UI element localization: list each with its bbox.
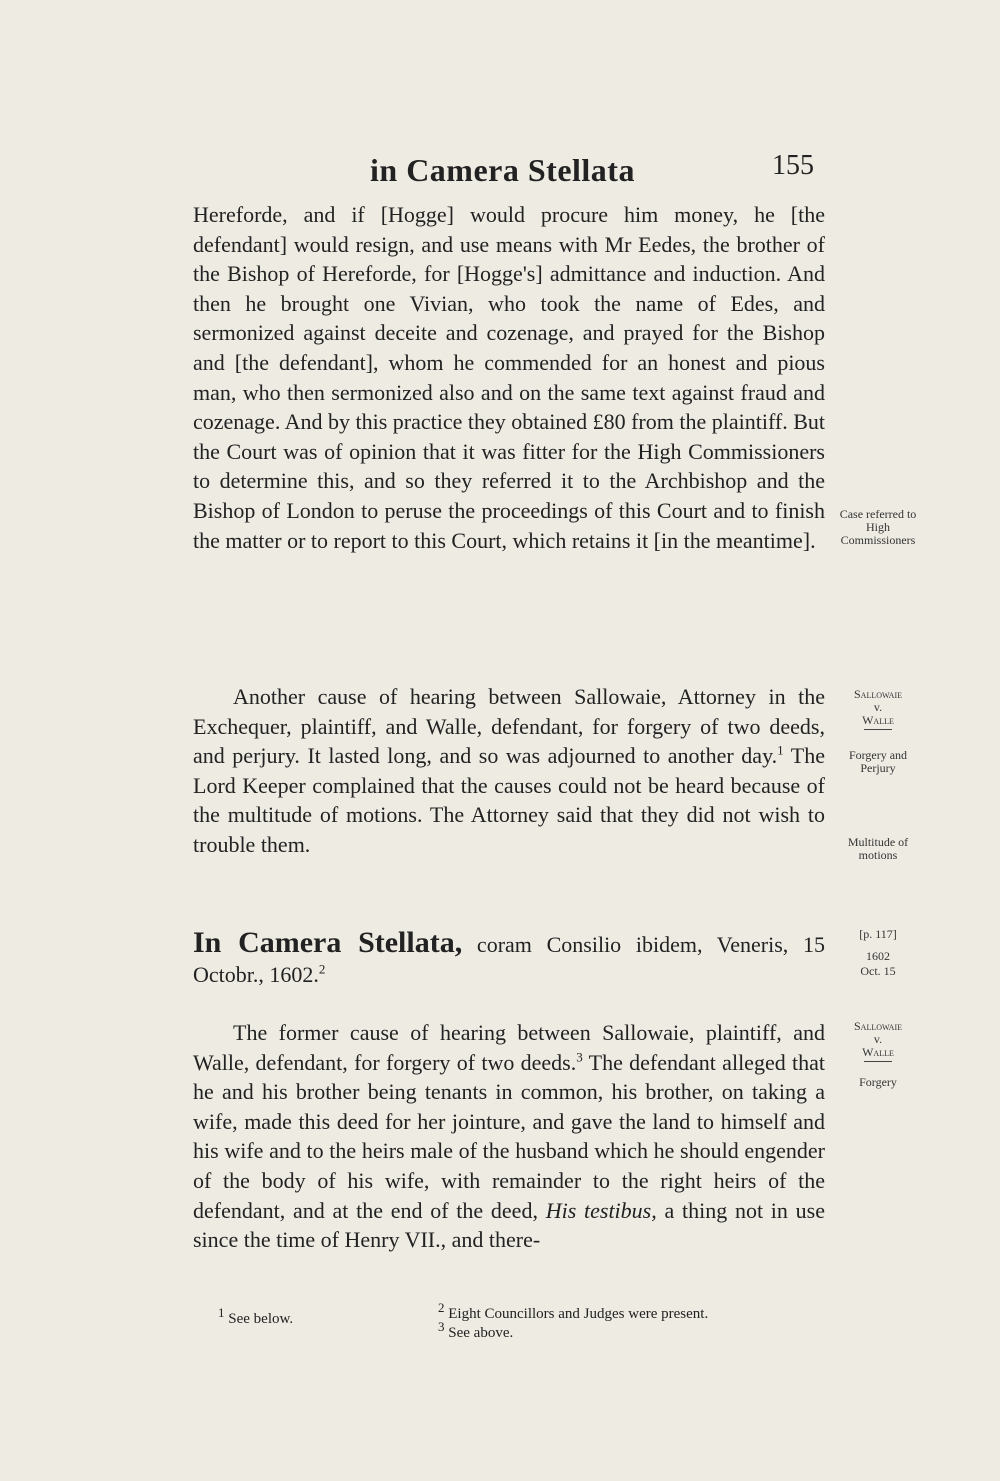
margin-note-year: 1602	[866, 949, 890, 963]
paragraph-2-text: Another cause of hearing between Sallowaie, Attorney in the Exchequer, plaintiff, and Walle, defendant, for forgery of two deeds, and perjury. It lasted long, and so was adjourned to another day.	[193, 684, 825, 769]
paragraph-3-italic: His testibus,	[545, 1197, 657, 1223]
heading-gothic: In Camera Stellata,	[193, 926, 463, 959]
footnote-2-text: Eight Councillors and Judges were present.	[448, 1306, 709, 1322]
margin-note-forgery: Forgery	[859, 1075, 897, 1089]
margin-plaintiff-1: Sallowaie	[854, 687, 902, 701]
margin-note-case-referred: Case referred to High Commissioners	[839, 507, 917, 547]
margin-note-case-title-1	[838, 688, 918, 732]
heading-rest: coram Consilio ibidem, Veneris, 15 Octobr., 1602.	[193, 932, 825, 987]
footnote-ref-3: 3	[576, 1049, 583, 1065]
footnote-1	[218, 1305, 294, 1328]
footnote-3	[438, 1319, 514, 1342]
running-title: in Camera Stellata	[370, 152, 635, 188]
margin-defendant-1: Walle	[862, 713, 894, 727]
margin-versus-2: v.	[873, 1032, 883, 1046]
margin-rule-2	[864, 1061, 892, 1062]
page-number: 155	[772, 150, 814, 181]
footnote-1-text: See below.	[228, 1311, 294, 1327]
paragraph-3	[193, 1018, 825, 1255]
footnote-3-text: See above.	[448, 1325, 514, 1341]
margin-rule-1	[864, 729, 892, 730]
margin-note-page-ref: [p. 117]	[859, 927, 897, 941]
paragraph-1: Hereforde, and if [Hogge] would procure him money, he [the defendant] would resign, and use means with Mr Eedes, the brother of the Bishop of Hereforde, for [Hogge's] admittance and induction. And then he brought one Vivian, who took the name of Edes, and sermonized against deceite and cozenage, and prayed for the Bishop and [the defendant], whom he commended for an honest and pious man, who then sermonized also and on the same text against fraud and cozenage. And by this practice they obtained £80 from the plaintiff. But the Court was of opinion that it was fitter for the High Commissioners to determine this, and so they referred it to the Archbishop and the Bishop of London to peruse the proceedings of this Court and to finish the matter or to report to this Court, which retains it [in the meantime].	[193, 202, 825, 553]
margin-note-multitude: Multitude of motions	[847, 835, 909, 862]
footnote-2	[438, 1300, 709, 1323]
paragraph-3-text: The former cause of hearing between Sallowaie, plaintiff, and Walle, defendant, for forgery of two deeds.	[193, 1020, 825, 1075]
footnote-3-mark: 3	[438, 1319, 445, 1334]
margin-note-date: Oct. 15	[860, 964, 896, 978]
session-heading	[193, 928, 825, 990]
footnote-2-mark: 2	[438, 1300, 445, 1315]
paragraph-3-text-b: The defendant alleged that he and his brother being tenants in common, his brother, on taking a wife, made this deed for her jointure, and gave the land to himself and his wife and to the heirs male of the husband which he should engender of the body of his wife, with remainder to the right heirs of the defendant, and at the end of the deed,	[193, 1049, 825, 1223]
footnote-1-mark: 1	[218, 1305, 225, 1320]
margin-note-case-title-2	[838, 1020, 918, 1064]
footnote-ref-2: 2	[318, 961, 326, 977]
footnote-ref-1: 1	[777, 742, 784, 758]
paragraph-3-text-c: a thing not in use since the time of Henry VII., and there-	[193, 1197, 825, 1253]
margin-versus-1: v.	[873, 700, 883, 714]
paragraph-2	[193, 682, 825, 860]
margin-defendant-2: Walle	[862, 1045, 894, 1059]
margin-note-forgery-perjury: Forgery and Perjury	[848, 748, 908, 775]
margin-plaintiff-2: Sallowaie	[854, 1019, 902, 1033]
paragraph-2-text-cont: The Lord Keeper complained that the causes could not be heard because of the multitude of motions. The Attorney said that they did not wish to trouble them.	[193, 743, 826, 857]
